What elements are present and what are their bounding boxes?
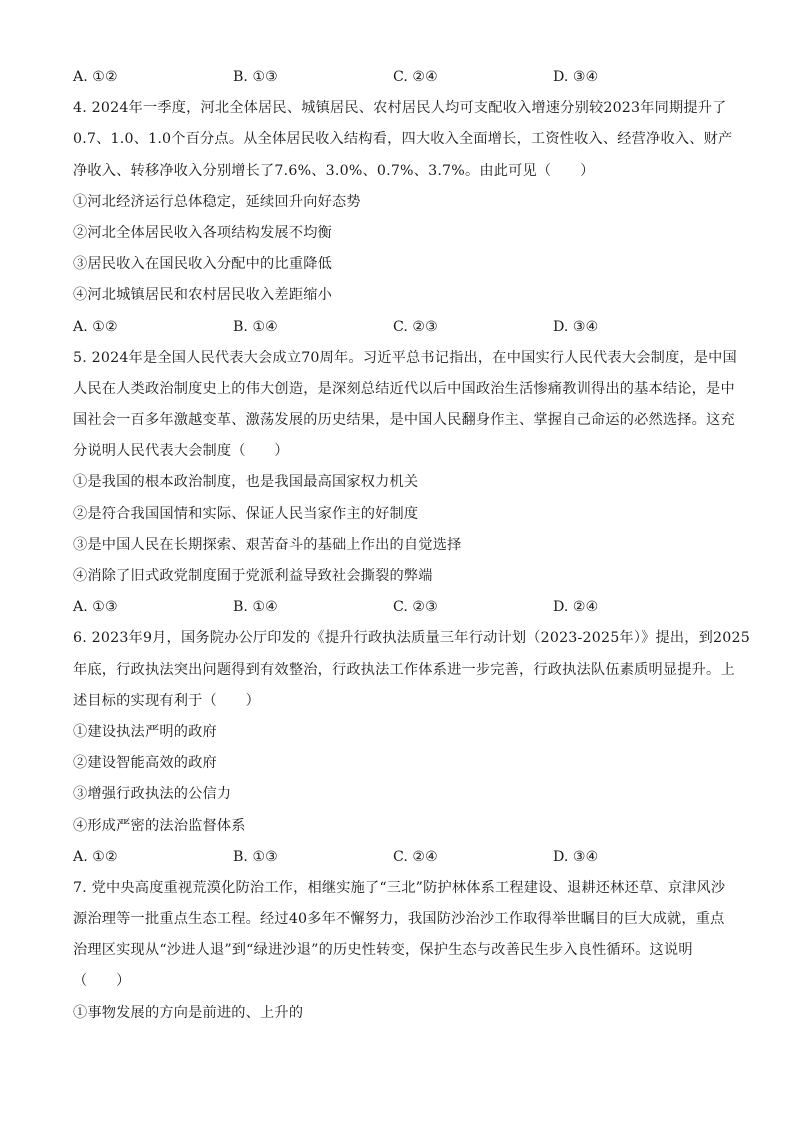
q6-option-d[interactable]: D. ③④ — [553, 848, 599, 865]
q6-options — [73, 842, 723, 873]
q7-item-1: ①事物发展的方向是前进的、上升的 — [73, 1004, 304, 1021]
q4-stem-line: 4. 2024年一季度，河北全体居民、城镇居民、农村居民人均可支配收入增速分别较2023年同期提升了 — [73, 100, 727, 117]
q5-item-4: ④消除了旧式政党制度囿于党派利益导致社会撕裂的弊端 — [73, 568, 433, 584]
q7-stem-line: 治理区实现从“沙进人退”到“绿进沙退”的历史性转变，保护生态与改善民生步入良性循环。这说明 — [73, 942, 693, 959]
question-6 — [73, 623, 750, 873]
q5-option-a[interactable]: A. ①③ — [73, 599, 118, 616]
q3-options — [73, 62, 723, 93]
q5-item-1: ①是我国的根本政治制度，也是我国最高国家权力机关 — [73, 474, 419, 491]
q4-item-2: ②河北全体居民收入各项结构发展不均衡 — [73, 224, 332, 241]
q5-stem-line: 国社会一百多年激越变革、激荡发展的历史结果，是中国人民翻身作主、掌握自己命运的必然选择。这充 — [73, 412, 735, 429]
q5-stem-line: 人民在人类政治制度史上的伟大创造，是深刻总结近代以后中国政治生活惨痛教训得出的基本结论，是中 — [73, 380, 735, 397]
q4-option-d[interactable]: D. ③④ — [553, 318, 599, 335]
q5-option-c[interactable]: C. ②③ — [393, 599, 438, 616]
q4-stem-line: 0.7、1.0、1.0个百分点。从全体居民收入结构看，四大收入全面增长，工资性收入、经营净收入、财产 — [73, 131, 733, 148]
q4-item-4: ④河北城镇居民和农村居民收入差距缩小 — [73, 287, 332, 304]
q6-option-b[interactable]: B. ①③ — [233, 848, 278, 865]
q6-item-4: ④形成严密的法治监督体系 — [73, 817, 246, 834]
q3-option-b[interactable]: B. ①③ — [233, 69, 278, 85]
question-4 — [73, 93, 733, 343]
q5-stem-line: 分说明人民代表大会制度（ ） — [73, 443, 289, 460]
q5-option-b[interactable]: B. ①④ — [233, 599, 278, 616]
q3-option-a[interactable]: A. ①② — [73, 69, 118, 85]
q4-options — [73, 312, 723, 343]
q6-option-c[interactable]: C. ②④ — [393, 848, 438, 865]
q5-stem-line: 5. 2024年是全国人民代表大会成立70周年。习近平总书记指出，在中国实行人民代表大会制度，是中国 — [73, 349, 737, 366]
q7-stem-line: （ ） — [73, 973, 131, 990]
q5-options — [73, 592, 723, 623]
exam-page — [73, 62, 750, 1029]
question-7 — [73, 873, 726, 1029]
q6-item-1: ①建设执法严明的政府 — [73, 723, 217, 740]
q7-stem-line: 源治理等一批重点生态工程。经过40多年不懈努力，我国防沙治沙工作取得举世瞩目的巨大成就，重点 — [73, 911, 725, 928]
q6-option-a[interactable]: A. ①② — [73, 848, 118, 865]
q6-item-3: ③增强行政执法的公信力 — [73, 786, 232, 803]
question-5 — [73, 343, 737, 624]
q6-stem-line: 述目标的实现有利于（ ） — [73, 692, 261, 709]
q4-option-a[interactable]: A. ①② — [73, 318, 118, 335]
q4-stem-line: 净收入、转移净收入分别增长了7.6%、3.0%、0.7%、3.7%。由此可见（ ） — [73, 162, 595, 179]
q5-item-3: ③是中国人民在长期探索、艰苦奋斗的基础上作出的自觉选择 — [73, 536, 462, 553]
q4-option-b[interactable]: B. ①④ — [233, 318, 278, 335]
q5-item-2: ②是符合我国国情和实际、保证人民当家作主的好制度 — [73, 505, 419, 522]
q4-item-3: ③居民收入在国民收入分配中的比重降低 — [73, 256, 332, 273]
q6-stem-line: 年底，行政执法突出问题得到有效整治，行政执法工作体系进一步完善，行政执法队伍素质明显提升。上 — [73, 661, 735, 678]
q4-item-1: ①河北经济运行总体稳定，延续回升向好态势 — [73, 193, 361, 210]
q3-option-c[interactable]: C. ②④ — [393, 69, 438, 85]
q6-stem-line: 6. 2023年9月，国务院办公厅印发的《提升行政执法质量三年行动计划（2023-2025年）》提出，到2025 — [73, 630, 750, 647]
q5-option-d[interactable]: D. ②④ — [553, 599, 599, 616]
q7-stem-line: 7. 党中央高度重视荒漠化防治工作，相继实施了“三北”防护林体系工程建设、退耕还林还草、京津风沙 — [73, 879, 726, 896]
q3-option-d[interactable]: D. ③④ — [553, 69, 599, 85]
q6-item-2: ②建设智能高效的政府 — [73, 755, 217, 772]
q4-option-c[interactable]: C. ②③ — [393, 318, 438, 335]
